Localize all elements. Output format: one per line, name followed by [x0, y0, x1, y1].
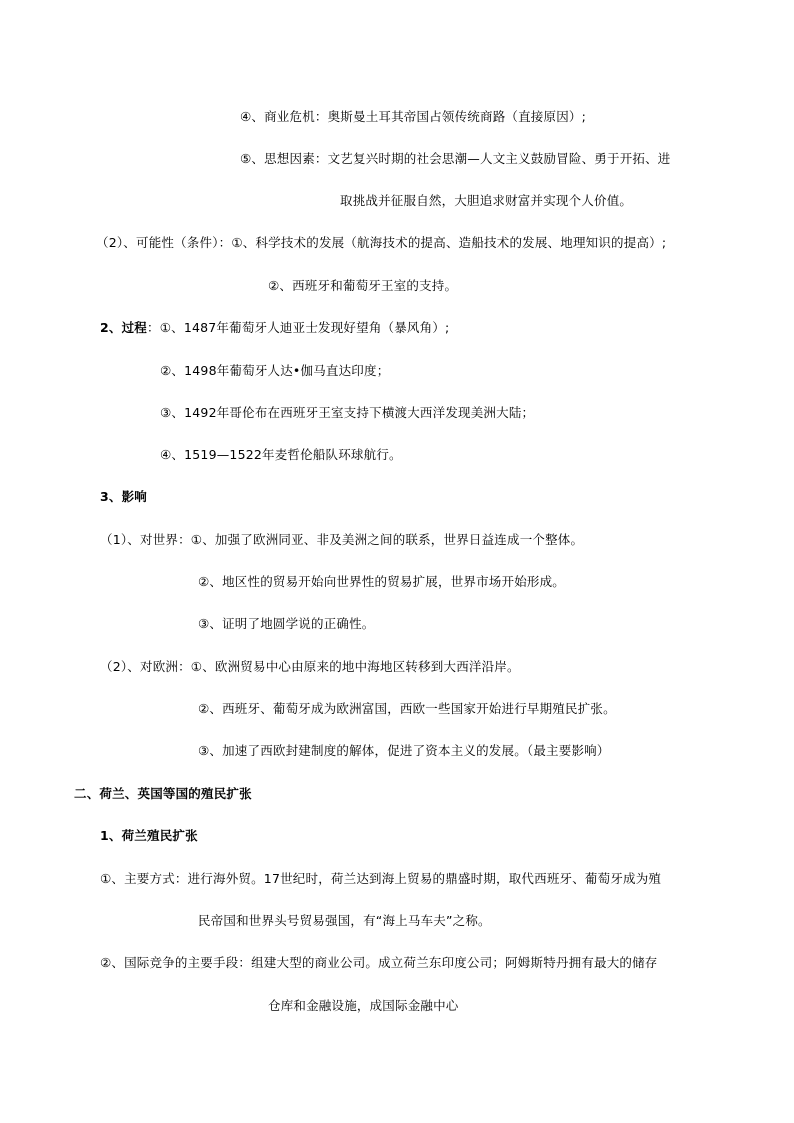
text-line: ②、1498年葡萄牙人达•伽马直达印度； — [160, 363, 390, 378]
text-line: ②、西班牙和葡萄牙王室的支持。 — [268, 278, 458, 293]
heading-process — [100, 319, 449, 337]
text-line: ①、1487年葡萄牙人迪亚士发现好望角（暴风角）; — [159, 320, 450, 335]
text-line: ②、地区性的贸易开始向世界性的贸易扩展，世界市场开始形成。 — [198, 574, 566, 589]
text-line: ③、证明了地圆学说的正确性。 — [198, 616, 375, 631]
text-line: （2）、可能性（条件）：①、科学技术的发展（航海技术的提高、造船技术的发展、地理知识的提高）; — [96, 235, 667, 250]
heading-process-num: 2、 — [100, 320, 122, 335]
text-line: （1）、对世界：①、加强了欧洲同亚、非及美洲之间的联系，世界日益连成一个整体。 — [100, 532, 584, 547]
heading-process-label: 过程 — [121, 320, 148, 335]
text-line: ②、国际竞争的主要手段：组建大型的商业公司。成立荷兰东印度公司；阿姆斯特丹拥有最大的储存 — [100, 955, 658, 970]
heading-dutch-expansion: 1、荷兰殖民扩张 — [100, 828, 198, 843]
text-line: 民帝国和世界头号贸易强国，有“海上马车夫”之称。 — [198, 913, 491, 928]
text-line: ②、西班牙、葡萄牙成为欧洲富国，西欧一些国家开始进行早期殖民扩张。 — [198, 701, 616, 716]
heading-process-colon: ： — [147, 320, 160, 335]
text-line: 取挑战并征服自然，大胆追求财富并实现个人价值。 — [340, 193, 633, 208]
text-line: ④、1519—1522年麦哲伦船队环球航行。 — [160, 447, 402, 462]
heading-impact: 3、影响 — [100, 489, 147, 504]
text-line: （2）、对欧洲：①、欧洲贸易中心由原来的地中海地区转移到大西洋沿岸。 — [100, 659, 520, 674]
text-line: ③、1492年哥伦布在西班牙王室支持下横渡大西洋发现美洲大陆； — [160, 405, 535, 420]
text-line: ④、商业危机：奥斯曼土耳其帝国占领传统商路（直接原因）; — [240, 109, 587, 124]
text-line: ⑤、思想因素：文艺复兴时期的社会思潮—人文主义鼓励冒险、勇于开拓、进 — [240, 151, 671, 166]
heading-section-2: 二、荷兰、英国等国的殖民扩张 — [74, 786, 252, 801]
text-line: ③、加速了西欧封建制度的解体，促进了资本主义的发展。（最主要影响） — [198, 743, 610, 758]
text-line: 仓库和金融设施，成国际金融中心 — [268, 998, 459, 1013]
text-line: ①、主要方式：进行海外贸。17世纪时，荷兰达到海上贸易的鼎盛时期，取代西班牙、葡萄牙成为殖 — [100, 871, 662, 886]
